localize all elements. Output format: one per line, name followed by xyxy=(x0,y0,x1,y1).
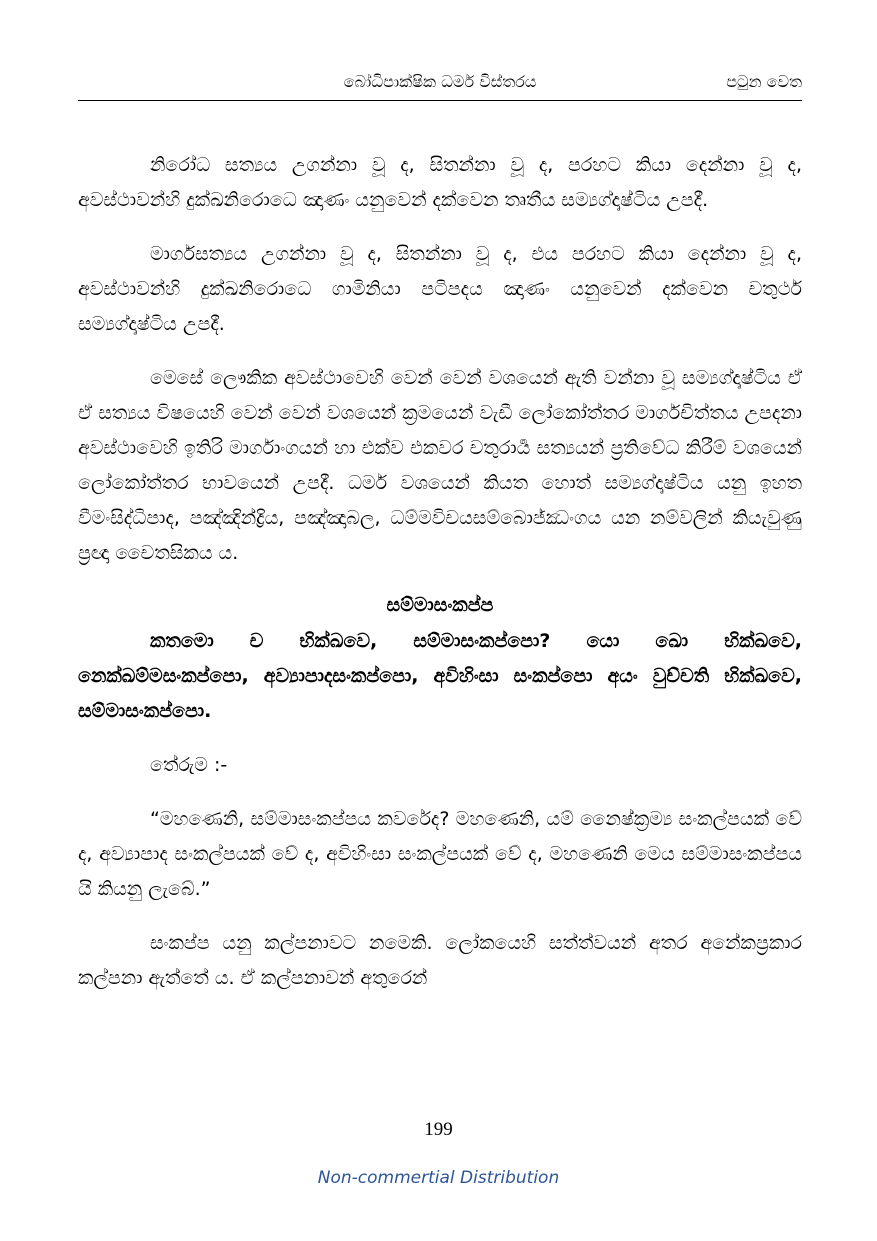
contents-link[interactable]: පටුන වෙත xyxy=(726,72,802,91)
book-title: බෝධිපාක්ෂික ධර්ම විස්තරය xyxy=(343,72,537,91)
page-number: 199 xyxy=(424,1119,453,1140)
paragraph-4: සංකප්ප යනු කල්පනාවට නමෙකි. ලෝකයෙහි සත්ත්වයන් අතර අනේකප්‍රකාර කල්පනා ඇත්තේ ය. ඒ කල්පනාවන් අතුරෙන් xyxy=(78,932,802,989)
header-rule xyxy=(78,100,802,101)
pali-passage: කතමො ච භික්ඛවෙ, සම්මාසංකප්පො? යො ඛො භික්ඛවෙ, නෙක්ඛම්මසංකප්පො, අව්‍යාපාදසංකප්පො, අවිහිංසා සංකප්පො අයං වුච්චති භික්ඛවෙ, සම්මාසංකප්පො. xyxy=(78,630,802,722)
section-heading: සම්මාසංකප්ප xyxy=(386,594,494,616)
paragraph-2: මාර්ගසත්‍යය උගන්නා වූ ද, සිතන්නා වූ ද, එය පරහට කියා දෙන්නා වූ ද, අවස්ථාවන්හි දුක්ඛනිරොධෙ ගාමිනියා පටිපදය ඤාණං යනුවෙන් දක්වෙන චතුර්ථ සම්‍යග්දෘෂ්ටිය උපදී. xyxy=(78,243,802,335)
translation-quote: “මහණෙනි, සම්මාසංකප්පය කවරේද? මහණෙනි, යම් නෛෂ්ක්‍රම්‍ය සංකල්පයක් වේ ද, අව්‍යාපාද සංකල්පයක් වේ ද, අවිහිංසා සංකල්පයක් වේ ද, මහණෙනි මෙය සම්මාසංකප්පය යි කියනු ලැබේ.” xyxy=(78,808,802,900)
page-body xyxy=(78,148,802,1015)
running-header xyxy=(78,72,802,102)
meaning-label: තේරුම :- xyxy=(150,754,228,776)
paragraph-3: මෙසේ ලෞකික අවස්ථාවෙහි වෙන් වෙන් වශයෙන් ඇති වන්නා වූ සම්‍යග්දෘෂ්ටිය ඒ ඒ සත්‍යය විෂයෙහි වෙන් වෙන් වශයෙන් ක්‍රමයෙන් වැඩී ලෝකෝත්තර මාර්ගචිත්තය උපදනා අවස්ථාවෙහි ඉතිරි මාර්ගාංගයන් හා එක්ව එකවර චතුරාර්‍ය සත්‍යයන් ප්‍රතිවේධ කිරීම් වශයෙන් ලෝකෝත්තර භාවයෙන් උපදී. ධර්ම වශයෙන් කියත හොත් සම්‍යග්දෘෂ්ටිය යනු ඉහත වීමංසිද්ධිපාද, පඤ්ඤින්ද්‍රිය, පඤ්ඤාබල, ධම්මවිචයසම්බොජ්ඣංගය යන නම්වලින් කියැවුණු ප්‍රඥා චෛතසිකය ය. xyxy=(78,367,802,564)
paragraph-1: නිරෝධ සත්‍යය උගන්නා වූ ද, සිතන්නා වූ ද, පරහට කියා දෙන්නා වූ ද, අවස්ථාවන්හි දුක්ඛනිරොධෙ ඤාණං යනුවෙන් දක්වෙන තෘතීය සම්‍යග්දෘෂ්ටිය උපදී. xyxy=(78,154,802,211)
distribution-footer: Non-commertial Distribution xyxy=(317,1168,560,1188)
